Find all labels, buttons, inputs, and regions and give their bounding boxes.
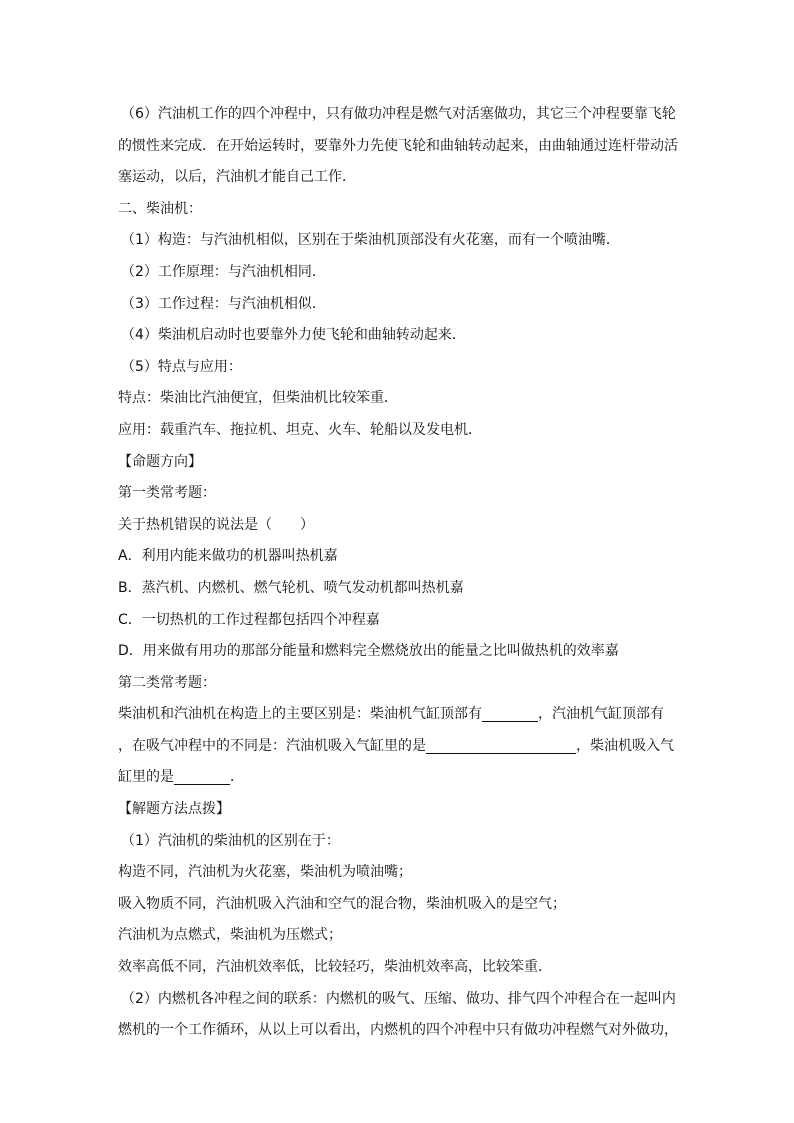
paragraph-line: 吸入物质不同，汽油机吸入汽油和空气的混合物，柴油机吸入的是空气； [118,895,566,912]
fill-question-text: ． [230,769,244,786]
paragraph-line: （4）柴油机启动时也要靠外力使飞轮和曲轴转动起来． [121,327,466,344]
question-stem: 关于热机错误的说法是（ ） [118,516,314,533]
question-option-a: A．利用内能来做功的机器叫热机嘉 [118,548,338,565]
document-page [118,99,678,1047]
fill-question-line-2 [118,731,678,763]
answer-blank [426,737,576,754]
paragraph-line: 构造不同，汽油机为火花塞，柴油机为喷油嘴； [118,864,412,881]
paragraph-line: （1）汽油机的柴油机的区别在于： [121,832,340,849]
paragraph-line: 特点：柴油比汽油便宜，但柴油机比较笨重． [118,390,398,407]
answer-blank [482,705,538,722]
paragraph-line: 第二类常考题： [118,674,216,691]
fill-question-line-1 [118,699,678,731]
fill-question-line-3 [118,762,678,794]
fill-question-text: ，汽油机气缸顶部有 [538,706,664,723]
paragraph-line: 塞运动，以后，汽油机才能自己工作． [118,169,356,186]
section-heading-direction: 【命题方向】 [118,453,202,470]
paragraph-line: （5）特点与应用： [121,358,242,375]
fill-question-text: ，柴油机吸入气 [576,737,674,754]
fill-question-text: 柴油机和汽油机在构造上的主要区别是：柴油机气缸顶部有 [118,706,482,723]
question-option-d: D．用来做有用功的那部分能量和燃料完全燃烧放出的能量之比叫做热机的效率嘉 [118,643,619,660]
fill-question-text: ，在吸气冲程中的不同是：汽油机吸入气缸里的是 [118,737,426,754]
question-option-c: C．一切热机的工作过程都包括四个冲程嘉 [118,611,380,628]
paragraph-line: 效率高低不同，汽油机效率低，比较轻巧，柴油机效率高，比较笨重． [118,959,552,976]
paragraph-line: （1）构造：与汽油机相似，区别在于柴油机顶部没有火花塞，而有一个喷油嘴． [121,232,620,249]
paragraph-line: （3）工作过程：与汽油机相似． [121,295,326,312]
question-option-b: B．蒸汽机、内燃机、燃气轮机、喷气发动机都叫热机嘉 [118,579,464,596]
section-heading-diesel: 二、柴油机： [118,200,202,217]
paragraph-line: 的惯性来完成．在开始运转时，要靠外力先使飞轮和曲轴转动起来，由曲轴通过连杆带动活 [118,137,678,154]
section-heading-method: 【解题方法点拨】 [118,801,230,818]
paragraph-line: （2）内燃机各冲程之间的联系：内燃机的吸气、压缩、做功、排气四个冲程合在一起叫内 [121,990,676,1007]
paragraph-line: 燃机的一个工作循环，从以上可以看出，内燃机的四个冲程中只有做功冲程燃气对外做功， [118,1022,678,1039]
paragraph-line: 第一类常考题： [118,485,216,502]
paragraph-line: 汽油机为点燃式，柴油机为压燃式； [118,927,342,944]
paragraph-line: （6）汽油机工作的四个冲程中，只有做功冲程是燃气对活塞做功，其它三个冲程要靠飞轮 [121,106,676,122]
paragraph-line: （2）工作原理：与汽油机相同． [121,263,326,280]
paragraph-line: 应用：载重汽车、拖拉机、坦克、火车、轮船以及发电机． [118,421,482,438]
answer-blank [174,768,230,785]
fill-question-text: 缸里的是 [118,769,174,786]
